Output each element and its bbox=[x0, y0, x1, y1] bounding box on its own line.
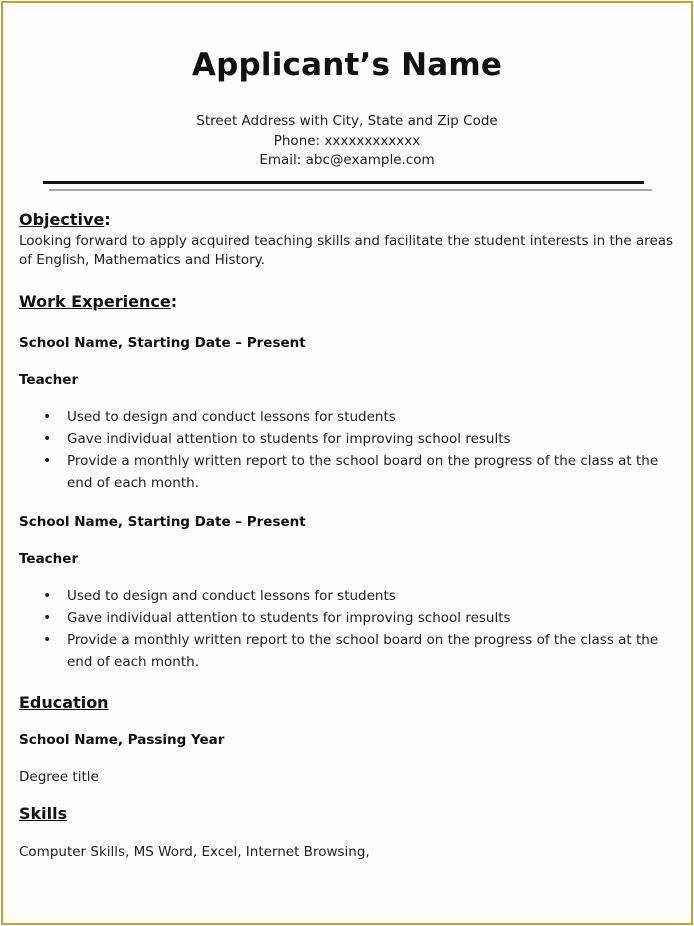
list-item: • Gave individual attention to students for improving school results bbox=[19, 428, 667, 450]
list-item: • Provide a monthly written report to the school board on the progress of the class at the end of each month. bbox=[19, 450, 667, 494]
education-school: School Name, Passing Year bbox=[19, 732, 225, 748]
phone: Phone: xxxxxxxxxxxx bbox=[273, 133, 421, 149]
education-degree: Degree title bbox=[19, 769, 99, 785]
job-2-bullets bbox=[19, 585, 667, 673]
skills-text: Computer Skills, MS Word, Excel, Internet Browsing, bbox=[19, 844, 370, 860]
list-item: • Gave individual attention to students for improving school results bbox=[19, 607, 667, 629]
header-divider-light bbox=[49, 189, 652, 191]
applicant-name: Applicant’s Name bbox=[191, 47, 503, 83]
list-item: • Used to design and conduct lessons for students bbox=[19, 406, 667, 428]
skills-heading: Skills bbox=[19, 804, 68, 823]
job-2-school: School Name, Starting Date – Present bbox=[19, 514, 306, 530]
job-2-title: Teacher bbox=[19, 551, 79, 567]
header-divider-dark bbox=[43, 181, 644, 184]
list-item: • Provide a monthly written report to the school board on the progress of the class at the end of each month. bbox=[19, 629, 667, 673]
street-address: Street Address with City, State and Zip Code bbox=[196, 113, 498, 129]
objective-heading: Objective: bbox=[19, 210, 111, 229]
work-experience-heading: Work Experience: bbox=[19, 292, 178, 311]
list-item: • Used to design and conduct lessons for students bbox=[19, 585, 667, 607]
job-1-bullets bbox=[19, 406, 667, 494]
education-heading: Education bbox=[19, 693, 109, 712]
objective-text: Looking forward to apply acquired teaching skills and facilitate the student interests in the areas of English, Mathematics and History. bbox=[19, 233, 674, 268]
job-1-school: School Name, Starting Date – Present bbox=[19, 335, 306, 351]
resume-page bbox=[1, 1, 693, 925]
job-1-title: Teacher bbox=[19, 372, 79, 388]
email: Email: abc@example.com bbox=[259, 152, 435, 168]
